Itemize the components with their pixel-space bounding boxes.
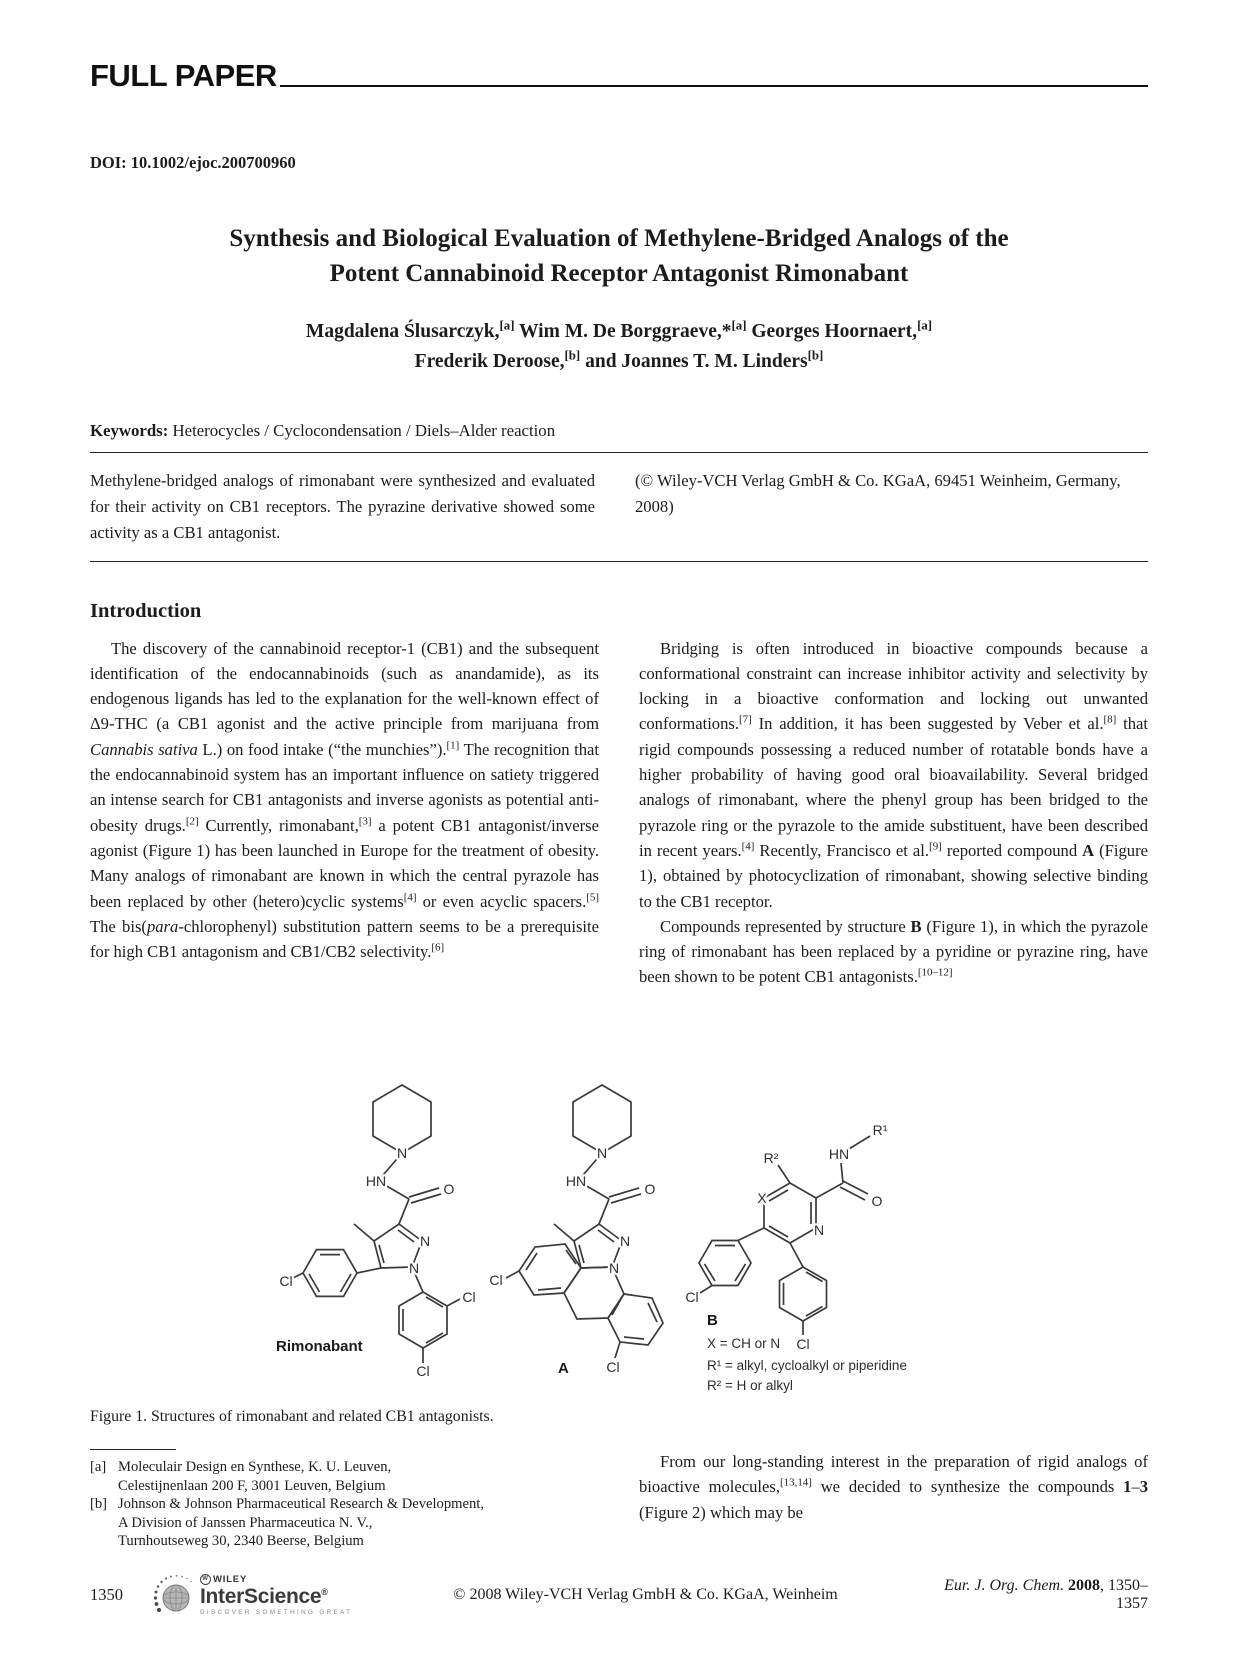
footnote-line: Celestijnenlaan 200 F, 3001 Leuven, Belgium: [118, 1477, 386, 1494]
logo-name-text: InterScience: [200, 1584, 322, 1608]
introduction-heading: Introduction: [90, 599, 202, 622]
atom-label-hn: HN: [828, 1146, 850, 1162]
doi: DOI: 10.1002/ejoc.200700960: [90, 153, 296, 172]
footnote-line: A Division of Janssen Pharmaceutica N. V.,: [118, 1514, 373, 1531]
atom-label-cl: Cl: [416, 1363, 430, 1379]
structure-label-rimonabant: Rimonabant: [276, 1338, 363, 1355]
right-column: [639, 636, 1148, 990]
bottom-row: [90, 1449, 1148, 1551]
atom-label-n: N: [813, 1222, 825, 1238]
abstract-top-rule: [90, 452, 1148, 453]
wiley-mark-icon: W: [200, 1574, 211, 1585]
abstract-text: Methylene-bridged analogs of rimonabant were synthesized and evaluated for their activity on CB1 receptors. The pyrazine derivative showed some activity as a CB1 antagonist.: [90, 471, 595, 542]
substituent-label-r1: R¹: [872, 1122, 888, 1138]
footnote-marker: [a]: [90, 1459, 107, 1475]
atom-label-o: O: [443, 1181, 455, 1197]
compound-a-structure: [462, 1073, 680, 1385]
figure-caption: Figure 1. Structures of rimonabant and related CB1 antagonists.: [90, 1408, 494, 1425]
atom-label-cl: Cl: [489, 1272, 503, 1288]
footnote-a: [90, 1458, 599, 1495]
figure-1: [90, 1063, 1148, 1405]
header-rule: [280, 85, 1148, 87]
registered-mark: ®: [321, 1586, 328, 1597]
atom-label-hn: HN: [365, 1173, 387, 1189]
author-line2: Frederik Deroose,[b] and Joannes T. M. Linders[b]: [414, 348, 824, 373]
page-header: [90, 0, 1148, 91]
footnote-rule: [90, 1449, 176, 1450]
right-column-continued: [639, 1449, 1148, 1551]
bond-lines: [289, 1085, 460, 1363]
footnote-line: Johnson & Johnson Pharmaceutical Research & Development,: [118, 1496, 484, 1513]
atom-label-cl: Cl: [606, 1359, 620, 1375]
atom-label-x: X: [757, 1190, 767, 1206]
atom-label-cl: Cl: [685, 1289, 699, 1305]
body-columns: [90, 636, 1148, 990]
structure-b: [650, 1073, 950, 1403]
author-list: [90, 317, 1148, 377]
globe-icon: [152, 1572, 198, 1618]
logo-name: [200, 1586, 352, 1607]
paragraph: Compounds represented by structure B (Figure 1), in which the pyrazole ring of rimonabant has been replaced by a pyridine or pyrazine ring, have been shown to be potent CB1 antagonists.[10–12]: [639, 916, 1148, 987]
logo-text: [200, 1574, 352, 1616]
article-title-line2: Potent Cannabinoid Receptor Antagonist Rimonabant: [329, 260, 909, 287]
structure-label-a: A: [558, 1360, 569, 1377]
logo-tagline: DISCOVER SOMETHING GREAT: [200, 1608, 353, 1616]
abstract-copyright: (© Wiley-VCH Verlag GmbH & Co. KGaA, 69451 Weinheim, Germany, 2008): [635, 471, 1121, 517]
footnote-text: [118, 1495, 484, 1551]
atom-label-o: O: [644, 1181, 656, 1197]
footnote-b: [90, 1495, 599, 1551]
atom-label-n: N: [419, 1233, 431, 1249]
atom-label-n: N: [619, 1233, 631, 1249]
article-title: [90, 221, 1148, 291]
copyright-line: © 2008 Wiley-VCH Verlag GmbH & Co. KGaA, Weinheim: [453, 1586, 838, 1603]
page-number: 1350: [90, 1585, 123, 1604]
substituent-label-r2: R²: [763, 1150, 779, 1166]
rimonabant-structure: [275, 1073, 490, 1383]
affiliation-footnotes: [90, 1449, 599, 1551]
definition-r1: R¹ = alkyl, cycloalkyl or piperidine: [707, 1358, 907, 1373]
atom-label-n: N: [596, 1145, 608, 1161]
logo-brand-row: [200, 1574, 352, 1585]
atom-label-cl: Cl: [462, 1289, 476, 1305]
paragraph: Bridging is often introduced in bioactive compounds because a conformational constraint can increase inhibitor activity and selectivity by locking in a bioactive conformation and locking out unwanted conformations.[7] In addition, it has been suggested by Veber et al.[8] that rigid compounds possessing a reduced number of rotatable bonds have a higher probability of having good oral bioavailability. Several bridged analogs of rimonabant, where the phenyl group has been bridged to the pyrazole ring or the pyrazole to the amide substituent, have been described in recent years.[4] Recently, Francisco et al.[9] reported compound A (Figure 1), obtained by photocyclization of rimonabant, showing selective binding to the CB1 receptor.: [639, 638, 1148, 911]
footnote-text: [118, 1458, 391, 1495]
section-label: FULL PAPER: [90, 58, 277, 93]
wiley-interscience-logo: [152, 1572, 378, 1618]
footnote-marker: [b]: [90, 1496, 108, 1513]
bond-lines: [506, 1085, 663, 1358]
abstract-bottom-rule: [90, 561, 1148, 562]
atom-label-n: N: [608, 1260, 620, 1276]
atom-label-n: N: [396, 1145, 408, 1161]
paragraph: From our long-standing interest in the preparation of rigid analogs of bioactive molecules,[13,14] we decided to synthesize the compounds 1–3 (Figure 2) which may be: [639, 1452, 1148, 1522]
abstract: [90, 468, 1148, 545]
structure-label-b: B: [707, 1312, 718, 1329]
footnote-line: Turnhoutseweg 30, 2340 Beerse, Belgium: [118, 1533, 364, 1550]
journal-reference: Eur. J. Org. Chem. 2008, 1350–1357: [944, 1577, 1148, 1612]
logo-brand: WILEY: [213, 1573, 248, 1585]
keywords: Keywords: Heterocycles / Cyclocondensation / Diels–Alder reaction: [90, 421, 556, 441]
atom-label-cl: Cl: [796, 1336, 810, 1352]
page-footer: [90, 1572, 1148, 1618]
bond-lines: [699, 1136, 870, 1335]
left-column: [90, 636, 599, 990]
atom-label-n: N: [408, 1260, 420, 1276]
atom-label-cl: Cl: [279, 1273, 293, 1289]
definition-r2: R² = H or alkyl: [707, 1378, 793, 1393]
atom-label-o: O: [871, 1193, 883, 1209]
author-line1: Magdalena Ślusarczyk,[a] Wim M. De Borggraeve,*[a] Georges Hoornaert,[a]: [305, 318, 933, 342]
paragraph: The discovery of the cannabinoid receptor-1 (CB1) and the subsequent identification of the endocannabinoids (such as anandamide), as its endogenous ligands has led to the explanation for the well-known effect of Δ9-THC (a CB1 agonist and the active principle from marijuana from Cannabis sativa L.) on food intake (“the munchies”).[1] The recognition that the endocannabinoid system has an important influence on satiety triggered an intense search for CB1 antagonists and inverse agonists as potential anti-obesity drugs.[2] Currently, rimonabant,[3] a potent CB1 antagonist/inverse agonist (Figure 1) has been launched in Europe for the treatment of obesity. Many analogs of rimonabant are known in which the central pyrazole has been replaced by other (hetero)cyclic systems[4] or even acyclic spacers.[5] The bis(para-chlorophenyl) substitution pattern seems to be a prerequisite for high CB1 antagonism and CB1/CB2 selectivity.[6]: [90, 638, 600, 962]
article-title-line1: Synthesis and Biological Evaluation of Methylene-Bridged Analogs of the: [229, 225, 1009, 252]
atom-label-hn: HN: [565, 1173, 587, 1189]
definition-x: X = CH or N: [707, 1336, 781, 1351]
footnote-line: Moleculair Design en Synthese, K. U. Leuven,: [118, 1459, 392, 1475]
